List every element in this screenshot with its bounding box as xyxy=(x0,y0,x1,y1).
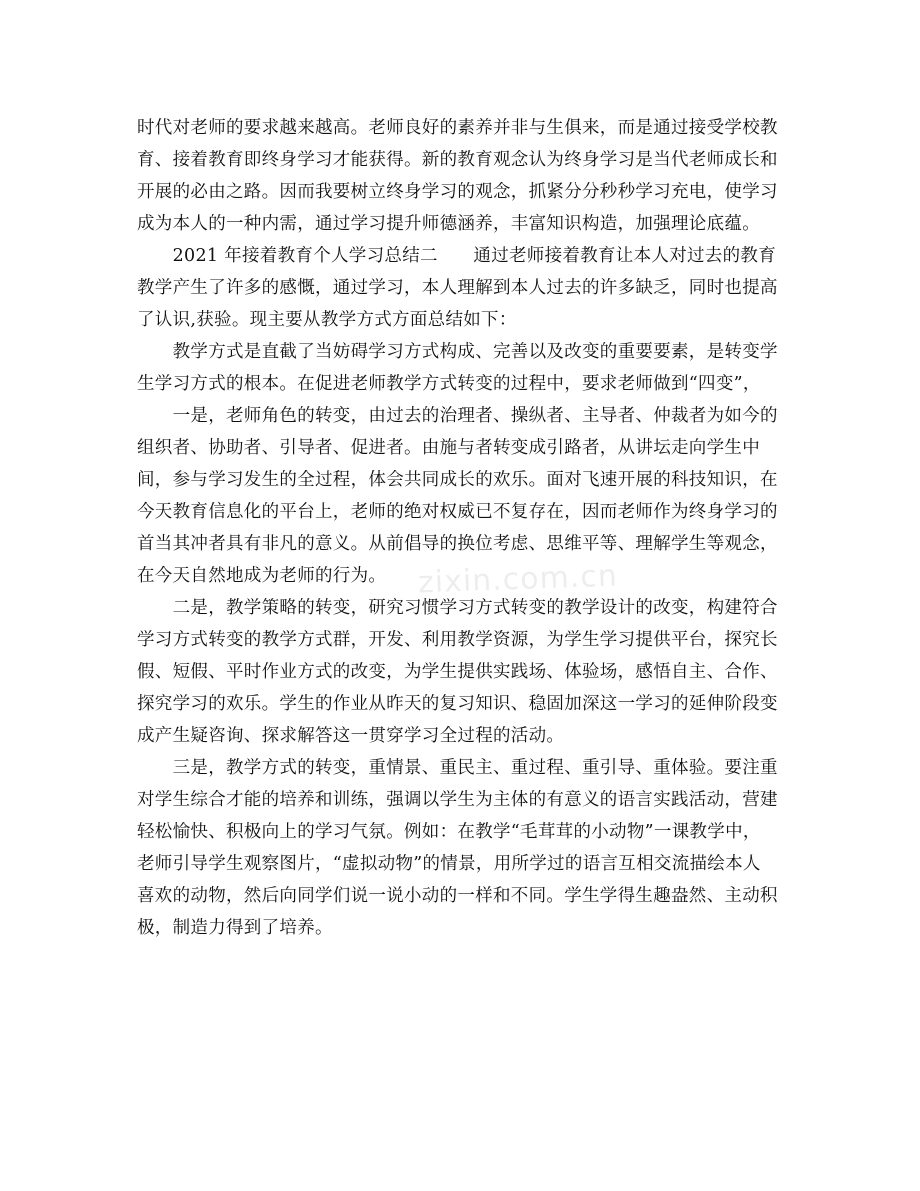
paragraph-summary-two: 2021 年接着教育个人学习总结二 通过老师接着教育让本人对过去的教育 教学产生了许多的感慨，通过学习，本人理解到本人过去的许多缺乏，同时也提高 了认识,获验。现主要从教学方式方面总结如下： xyxy=(137,246,778,330)
watermark: zixin.com.cn xyxy=(417,558,619,601)
document-body xyxy=(137,112,787,944)
paragraph-intro: 时代对老师的要求越来越高。老师良好的素养并非与生俱来，而是通过接受学校教 育、接着教育即终身学习才能获得。新的教育观念认为终身学习是当代老师成长和 开展的必由之路。因而我要树立终身学习的观念，抓紧分分秒秒学习充电，使学习 成为本人的一种内需，通过学习提升师德涵养，丰富知识构造，加强理论底蕴。 xyxy=(137,118,778,234)
paragraph-teaching-method: 教学方式是直截了当妨碍学习方式构成、完善以及改变的重要要素，是转变学 生学习方式的根本。在促进老师教学方式转变的过程中，要求老师做到“四变”， xyxy=(137,342,778,394)
paragraph-point-two: 二是，教学策略的转变，研究习惯学习方式转变的教学设计的改变，构建符合 学习方式转变的教学方式群，开发、利用教学资源，为学生学习提供平台，探究长 假、短假、平时作业方式的改变，为学生提供实践场、体验场，感悟自主、合作、 探究学习的欢乐。学生的作业从昨天的复习知识、稳固加深这一学习的延伸阶段变 成产生疑咨询、探求解答这一贯穿学习全过程的活动。 xyxy=(137,598,778,746)
paragraph-point-three: 三是，教学方式的转变，重情景、重民主、重过程、重引导、重体验。要注重 对学生综合才能的培养和训练，强调以学生为主体的有意义的语言实践活动，营建 轻松愉快、积极向上的学习气氛。例如：在教学“毛茸茸的小动物”一课教学中， 老师引导学生观察图片，“虚拟动物”的情景，用所学过的语言互相交流描绘本人 喜欢的动物，然后向同学们说一说小动的一样和不同。学生学得生趣盎然、主动积 极，制造力得到了培养。 xyxy=(137,758,778,938)
paragraph-point-one: 一是，老师角色的转变，由过去的治理者、操纵者、主导者、仲裁者为如今的 组织者、协助者、引导者、促进者。由施与者转变成引路者，从讲坛走向学生中 间，参与学习发生的全过程，体会共同成长的欢乐。面对飞速开展的科技知识，在 今天教育信息化的平台上，老师的绝对权威已不复存在，因而老师作为终身学习的 首当其冲者具有非凡的意义。从前倡导的换位考虑、思维平等、理解学生等观念， 在今天自然地成为老师的行为。 xyxy=(137,406,778,586)
